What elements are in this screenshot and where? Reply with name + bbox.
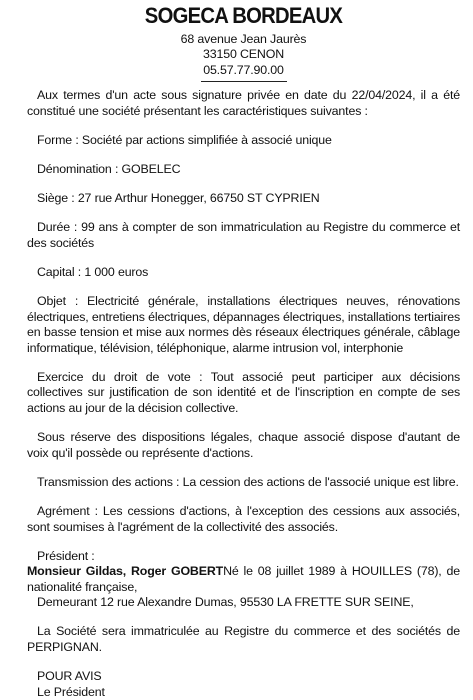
denomination-paragraph: Dénomination : GOBELEC [37,162,181,176]
company-city: 33150 CENON [203,47,284,62]
signature: Le Président [37,684,105,699]
intro-paragraph: Aux termes d'un acte sous signature privée en date du 22/04/2024, il a été constitué une société présentant les caractéristiques suivantes : [27,88,460,118]
immatriculation-paragraph: La Société sera immatriculée au Registre du commerce et des sociétés de PERPIGNAN. [27,624,460,655]
president-name: Monsieur Gildas, Roger GOBERT [27,564,224,579]
forme-paragraph: Forme : Société par actions simplifiée à associé unique [37,132,332,147]
company-address: 68 avenue Jean Jaurès [180,32,307,46]
duree-paragraph: Durée : 99 ans à compter de son immatriculation au Registre du commerce et des sociétés [27,220,460,250]
president-label: Président : [37,548,95,563]
pour-avis: POUR AVIS [37,669,102,684]
president-paragraph [27,564,460,595]
reserve-paragraph: Sous réserve des dispositions légales, chaque associé dispose d'autant de voix qu'il possède ou représente d'actions. [27,430,460,460]
president-birth: Né le 08 juillet 1989 à HOUILLES (78), de nationalité française, [27,564,460,594]
capital-paragraph: Capital : 1 000 euros [37,264,149,279]
agrement-paragraph: Agrément : Les cessions d'actions, à l'exception des cessions aux associés, sont soumises à l'agrément de la collectivité des associés. [27,503,460,534]
vote-paragraph: Exercice du droit de vote : Tout associé peut participer aux décisions collectives sur justification de son identité et de l'inscription en compte de ses actions au jour de la décision collective. [27,369,460,416]
objet-paragraph: Objet : Electricité générale, installations électriques neuves, rénovations électriques, entretiens électriques, dépannages électriques, installations tertiaires en basse tension et mise aux normes dès réseaux électriques générale, câblage informatique, télévision, téléphonique, alarme intrusion vol, interphonie [27,293,460,355]
transmission-paragraph: Transmission des actions : La cession des actions de l'associé unique est libre. [37,474,459,489]
company-phone: 05.57.77.90.00 [203,62,284,77]
notice-header [27,3,460,82]
siege-paragraph: Siège : 27 rue Arthur Honegger, 66750 ST CYPRIEN [37,191,320,206]
president-address: Demeurant 12 rue Alexandre Dumas, 95530 LA FRETTE SUR SEINE, [37,595,414,610]
company-name: SOGECA BORDEAUX [144,3,343,28]
